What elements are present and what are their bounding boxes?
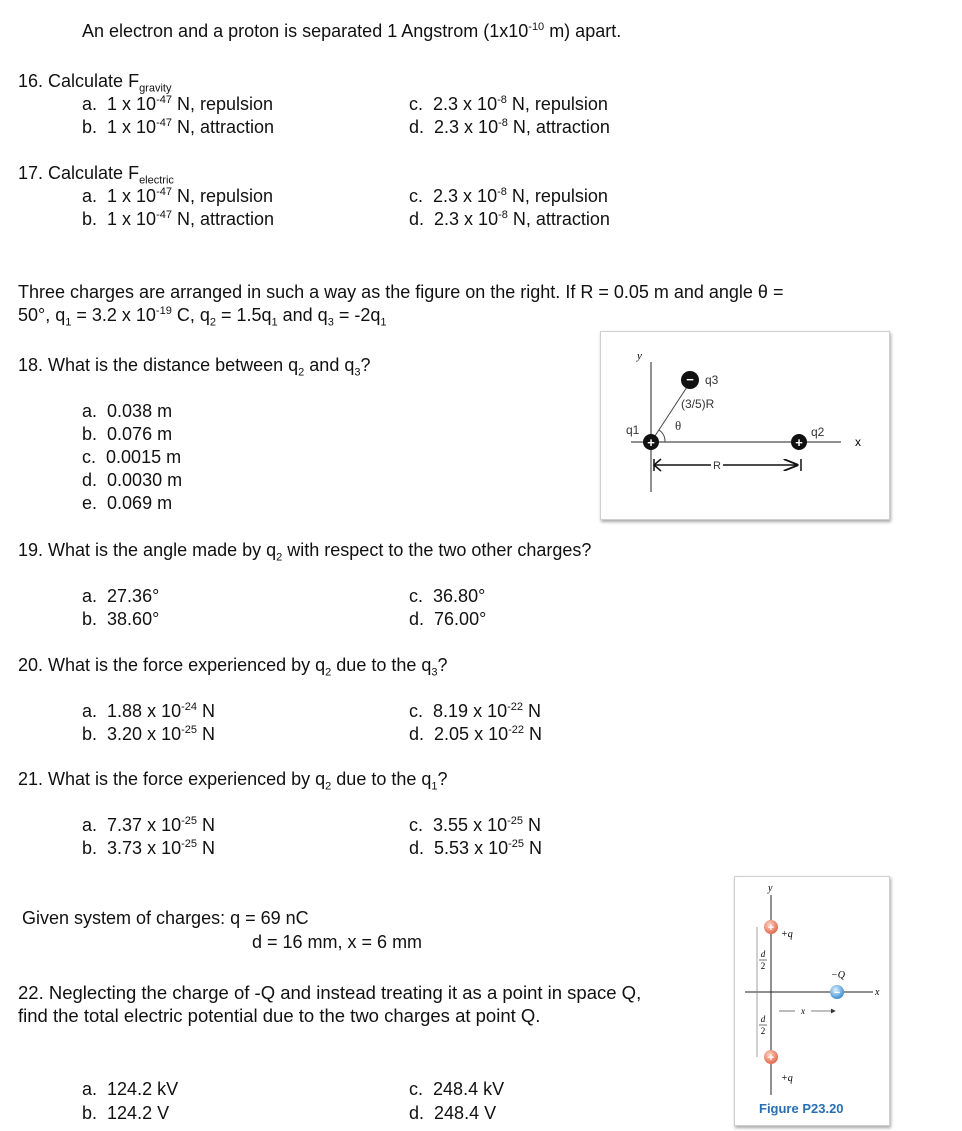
- q18-option-d: d. 0.0030 m: [82, 470, 183, 490]
- y-axis-label: y: [637, 350, 642, 362]
- intro-electron-proton: An electron and a proton is separated 1 Angstrom ($1x10^{-10}$ m) apart.: [82, 21, 622, 41]
- q19-option-a: a. 27.36°: [82, 586, 160, 606]
- q18-option-c: c. 0.0015 m: [82, 447, 182, 467]
- plus-q-top-label: +q: [781, 929, 793, 940]
- q20-option-b: b. 3.20 x $10^{-25}$ N: [82, 724, 215, 744]
- intro-three-charges-line1: Three charges are arranged in such a way as the figure on the right. If R = 0.05 m and angle θ =: [18, 282, 784, 302]
- q18-option-b: b. 0.076 m: [82, 424, 173, 444]
- q16-option-b: b. 1 x $10^{-47}$ N, attraction: [82, 117, 275, 137]
- q17-option-a: a. 1 x $10^{-47}$ N, repulsion: [82, 186, 274, 206]
- figure-p23-20-diagram: [735, 877, 889, 1125]
- question-22: 22. Neglecting the charge of -Q and instead treating it as a point in space Q, find the total electric potential due to the two charges at point Q.: [18, 982, 642, 1026]
- q22-option-b: b. 124.2 V: [82, 1103, 170, 1123]
- q2-label: q2: [811, 425, 825, 439]
- three-charges-diagram: [601, 332, 889, 519]
- q3-distance-label: (3/5)R: [681, 397, 715, 411]
- fig2-x-axis-label: x: [875, 987, 880, 998]
- fig2-y-label: y: [768, 883, 773, 894]
- x-distance-label: x: [801, 1006, 805, 1016]
- q16-option-d: d. 2.3 x $10^{-8}$ N, attraction: [409, 117, 610, 137]
- q21-option-b: b. 3.73 x $10^{-25}$ N: [82, 838, 215, 858]
- figure-caption: Figure P23.20: [759, 1101, 844, 1116]
- question-21: 21. What is the force experienced by $q_2$ due to the $q_1$?: [18, 769, 448, 793]
- minus-sign: −: [833, 987, 841, 999]
- question-17: 17. Calculate $F_{electric}$: [18, 163, 174, 187]
- q17-option-c: c. 2.3 x $10^{-8}$ N, repulsion: [409, 186, 608, 206]
- q3-label: q3: [705, 373, 719, 387]
- given-line2: d = 16 mm, x = 6 mm: [252, 932, 423, 952]
- q17-option-b: b. 1 x $10^{-47}$ N, attraction: [82, 209, 275, 229]
- q20-option-a: a. 1.88 x $10^{-24}$ N: [82, 701, 215, 721]
- q22-option-a: a. 124.2 kV: [82, 1079, 179, 1099]
- q16-option-c: c. 2.3 x $10^{-8}$ N, repulsion: [409, 94, 608, 114]
- q19-option-b: b. 38.60°: [82, 609, 160, 629]
- plus-sign-top: +: [767, 922, 775, 934]
- q1-label: q1: [626, 423, 640, 437]
- q21-option-a: a. 7.37 x $10^{-25}$ N: [82, 815, 215, 835]
- q17-option-d: d. 2.3 x $10^{-8}$ N, attraction: [409, 209, 610, 229]
- q16-option-a: a. 1 x $10^{-47}$ N, repulsion: [82, 94, 274, 114]
- question-16: 16. Calculate $F_{gravity}$: [18, 71, 172, 95]
- q3-sign: −: [686, 372, 694, 387]
- figure-p23-20: [734, 876, 890, 1126]
- q1-sign: +: [647, 435, 655, 450]
- q22-option-d: d. 248.4 V: [409, 1103, 497, 1123]
- theta-label: θ: [675, 418, 682, 433]
- q18-option-e: e. 0.069 m: [82, 493, 173, 513]
- given-line1: Given system of charges: q = 69 nC: [22, 908, 309, 928]
- d-over-2-top-den: 2: [760, 961, 766, 971]
- q19-option-c: c. 36.80°: [409, 586, 486, 606]
- q19-option-d: d. 76.00°: [409, 609, 487, 629]
- three-charges-figure: [600, 331, 890, 520]
- x-axis-label: x: [855, 435, 861, 449]
- plus-q-bottom-label: +q: [781, 1073, 793, 1084]
- q20-option-c: c. 8.19 x $10^{-22}$ N: [409, 701, 541, 721]
- r-label: R: [713, 460, 721, 472]
- d-over-2-bottom-den: 2: [760, 1026, 766, 1036]
- intro-three-charges-line2: 50°, $q_1 = 3.2$ x $10^{-19}$ C, $q_2 = 1.5q_1$ and $q_3 = -2q_1$: [18, 305, 387, 329]
- question-20: 20. What is the force experienced by $q_2$ due to the $q_3$?: [18, 655, 448, 679]
- question-18: 18. What is the distance between $q_2$ and $q_3$?: [18, 355, 371, 379]
- minus-q-label: −Q: [831, 970, 845, 981]
- plus-sign-bottom: +: [767, 1052, 775, 1064]
- q20-option-d: d. 2.05 x $10^{-22}$ N: [409, 724, 542, 744]
- d-over-2-bottom-num: d: [760, 1014, 766, 1024]
- theta-arc: [659, 430, 665, 442]
- q18-option-a: a. 0.038 m: [82, 401, 173, 421]
- q1-q3-line: [651, 387, 687, 442]
- q21-option-c: c. 3.55 x $10^{-25}$ N: [409, 815, 541, 835]
- d-over-2-top-num: d: [760, 949, 766, 959]
- q2-sign: +: [795, 435, 803, 450]
- q22-option-c: c. 248.4 kV: [409, 1079, 505, 1099]
- q21-option-d: d. 5.53 x $10^{-25}$ N: [409, 838, 542, 858]
- question-19: 19. What is the angle made by $q_2$ with respect to the two other charges?: [18, 540, 592, 564]
